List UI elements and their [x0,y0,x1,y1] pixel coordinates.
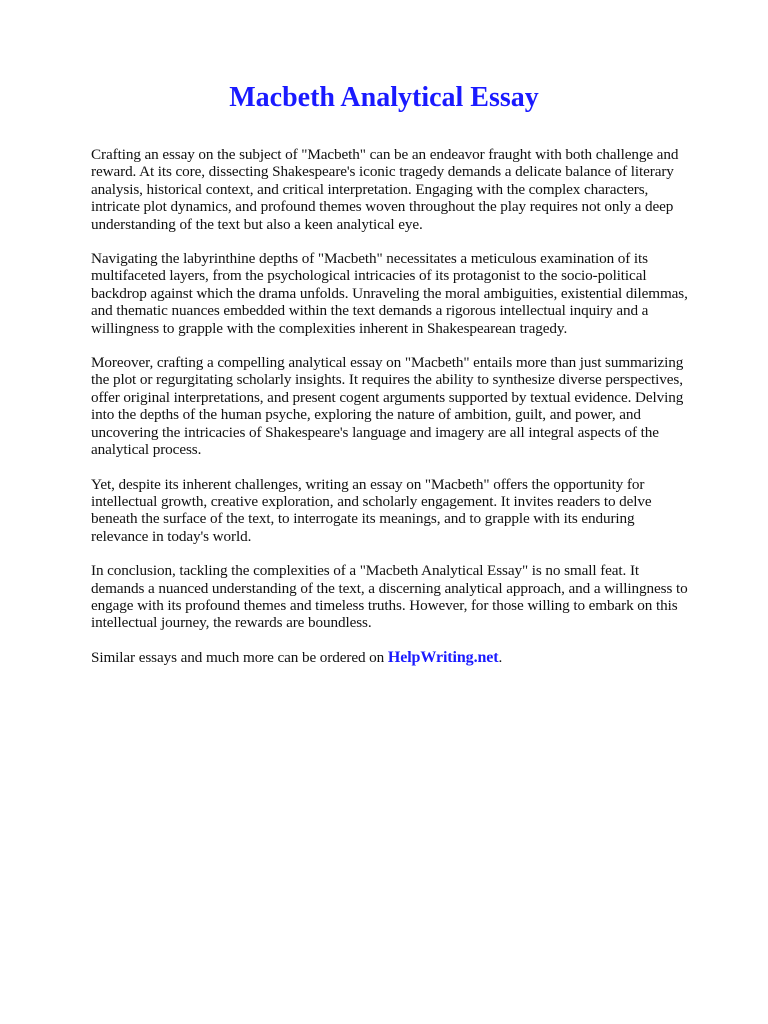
paragraph-2: Navigating the labyrinthine depths of "Macbeth" necessitates a meticulous examination of its multifaceted layers, from the psychological intricacies of its protagonist to the socio-political backdrop against which the drama unfolds. Unraveling the moral ambiguities, existential dilemmas, and thematic nuances embedded within the text demands a rigorous intellectual inquiry and a willingness to grapple with the complexities inherent in Shakespearean tragedy. [91,250,688,337]
order-footer [91,649,691,666]
footer-suffix: . [498,648,503,666]
paragraph-3: Moreover, crafting a compelling analytical essay on "Macbeth" entails more than just summarizing the plot or regurgitating scholarly insights. It requires the ability to synthesize diverse perspectives, offer original interpretations, and present cogent arguments supported by textual evidence. Delving into the depths of the human psyche, exploring the nature of ambition, guilt, and power, and uncovering the intricacies of Shakespeare's language and imagery are all integral aspects of the analytical process. [91,354,684,459]
footer-prefix: Similar essays and much more can be ordered on [91,648,388,666]
paragraph-4: Yet, despite its inherent challenges, writing an essay on "Macbeth" offers the opportunity for intellectual growth, creative exploration, and scholarly engagement. It invites readers to delve beneath the surface of the text, to interrogate its meanings, and to grapple with its enduring relevance in today's world. [91,475,652,545]
paragraph-5: In conclusion, tackling the complexities of a "Macbeth Analytical Essay" is no small feat. It demands a nuanced understanding of the text, a discerning analytical approach, and a willingness to engage with its profound themes and timeless truths. However, for those willing to embark on this intellectual journey, the rewards are boundless. [91,562,688,632]
essay-body [91,146,691,683]
document-title: Macbeth Analytical Essay [229,82,539,113]
helpwriting-link[interactable]: HelpWriting.net [387,648,499,666]
paragraph-1: Crafting an essay on the subject of "Macbeth" can be an endeavor fraught with both challenge and reward. At its core, dissecting Shakespeare's iconic tragedy demands a delicate balance of literary analysis, historical context, and critical interpretation. Engaging with the complex characters, intricate plot dynamics, and profound themes woven throughout the play requires not only a deep understanding of the text but also a keen analytical eye. [91,146,679,233]
